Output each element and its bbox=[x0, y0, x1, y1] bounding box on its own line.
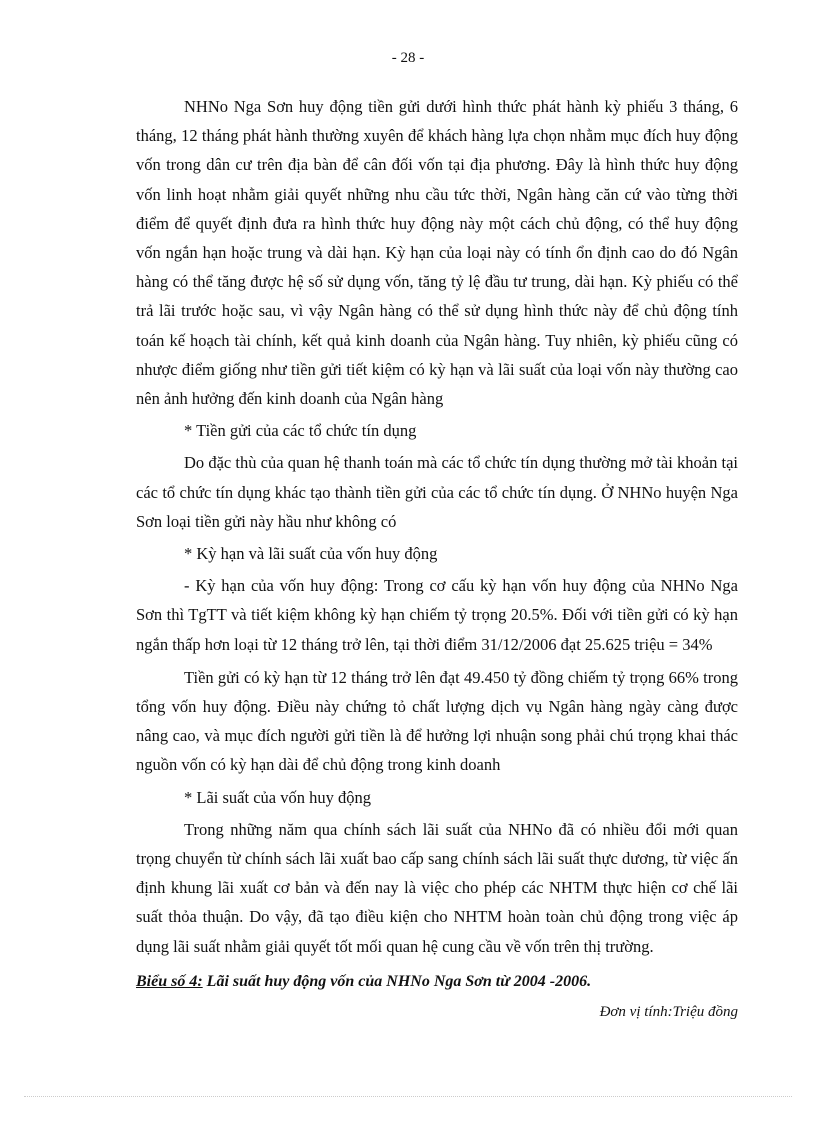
page-number: - 28 - bbox=[391, 50, 425, 66]
page-bottom-divider bbox=[24, 1096, 792, 1097]
document-body bbox=[136, 92, 738, 1027]
heading-credit-institution-deposits: * Tiền gửi của các tổ chức tín dụng bbox=[184, 421, 417, 441]
paragraph-credit-institution-deposits: Do đặc thù của quan hệ thanh toán mà các tổ chức tín dụng thường mở tài khoản tại các tổ chức tín dụng khác tạo thành tiền gửi của các tổ chức tín dụng. Ở NHNo huyện Nga Sơn loại tiền gửi này hầu như không có bbox=[136, 453, 738, 531]
paragraph-long-term-deposits: Tiền gửi có kỳ hạn từ 12 tháng trở lên đạt 49.450 tỷ đồng chiếm tỷ trọng 66% trong tổng vốn huy động. Điều này chứng tỏ chất lượng dịch vụ Ngân hàng ngày càng được nâng cao, và mục đích người gửi tiền là để hưởng lợi nhuận song phải chú trọng khai thác nguồn vốn có kỳ hạn dài để chủ động trong kinh doanh bbox=[136, 667, 738, 775]
table-caption-text: Lãi suất huy động vốn của NHNo Nga Sơn từ 2004 -2006. bbox=[202, 972, 592, 990]
heading-terms-and-rates: * Kỳ hạn và lãi suất của vốn huy động bbox=[184, 544, 438, 564]
table-caption bbox=[136, 967, 738, 996]
paragraph-interest-rate-policy: Trong những năm qua chính sách lãi suất của NHNo đã có nhiều đổi mới quan trọng chuyển từ chính sách lãi xuất bao cấp sang chính sách lãi suất thực dương, từ việc ấn định khung lãi xuất cơ bản và đến nay là việc cho phép các NHTM thực hiện cơ chế lãi suất thỏa thuận. Do vậy, đã tạo điều kiện cho NHTM hoàn toàn chủ động trong việc áp dụng lãi suất nhằm giải quyết tốt mối quan hệ cung cầu về vốn trên thị trường. bbox=[136, 819, 738, 956]
table-caption-label: Biểu số 4: bbox=[136, 972, 203, 990]
heading-interest-rates: * Lãi suất của vốn huy động bbox=[184, 787, 371, 807]
paragraph-deposit-terms: - Kỳ hạn của vốn huy động: Trong cơ cấu kỳ hạn vốn huy động của NHNo Nga Sơn thì TgTT và tiết kiệm không kỳ hạn chiếm tỷ trọng 20.5%. Đối với tiền gửi có kỳ hạn ngắn thấp hơn loại từ 12 tháng trở lên, tại thời điểm 31/12/2006 đạt 25.625 triệu = 34% bbox=[136, 576, 738, 654]
paragraph-promissory-notes: NHNo Nga Sơn huy động tiền gửi dưới hình thức phát hành kỳ phiếu 3 tháng, 6 tháng, 12 tháng phát hành thường xuyên để khách hàng lựa chọn nhằm mục đích huy động vốn trong dân cư trên địa bàn để cân đối vốn tại địa phương. Đây là hình thức huy động vốn linh hoạt nhằm giải quyết những nhu cầu tức thời, Ngân hàng căn cứ vào từng thời điểm để quyết định đưa ra hình thức huy động này một cách chủ động, có thể huy động vốn ngắn hạn hoặc trung và dài hạn. Kỳ hạn của loại này có tính ổn định cao do đó Ngân hàng có thể tăng được hệ số sử dụng vốn, tăng tỷ lệ đầu tư trung, dài hạn. Kỳ phiếu có thể trả lãi trước hoặc sau, vì vậy Ngân hàng có thể sử dụng hình thức này để chủ động tính toán kế hoạch tài chính, kết quả kinh doanh của Ngân hàng. Tuy nhiên, kỳ phiếu cũng có nhược điểm giống như tiền gửi tiết kiệm có kỳ hạn và lãi suất của loại vốn này thường cao nên ảnh hưởng đến kinh doanh của Ngân hàng bbox=[136, 97, 738, 409]
unit-note: Đơn vị tính:Triệu đồng bbox=[599, 1004, 738, 1021]
